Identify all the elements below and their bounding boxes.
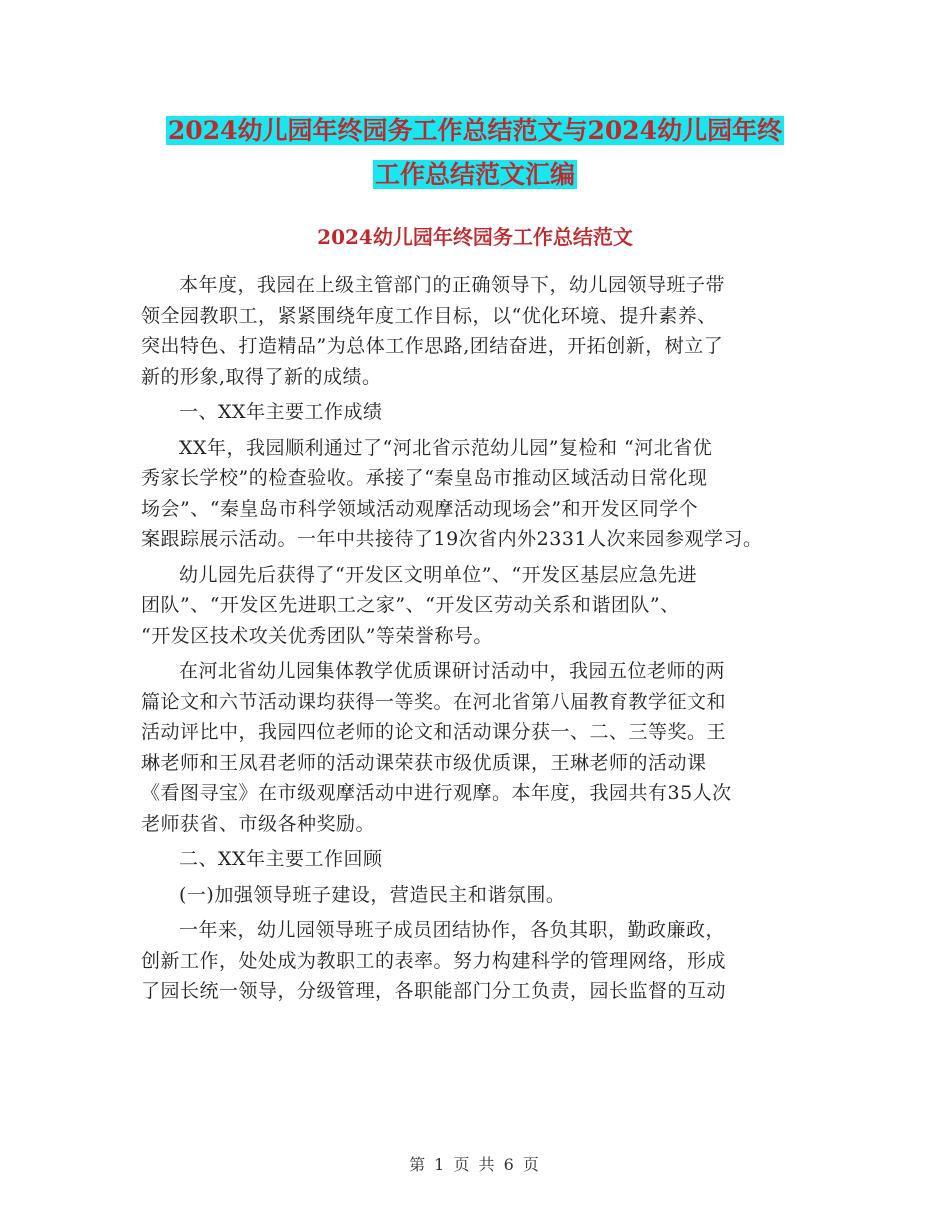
paragraph-line: “开发区技术攻关优秀团队”等荣誉称号。	[141, 624, 493, 647]
paragraph-line: 团队”、“开发区先进职工之家”、“开发区劳动关系和谐团队”、	[141, 594, 680, 616]
paragraph-line: (一)加强领导班子建设，营造民主和谐氛围。	[179, 883, 566, 906]
document-title-line-2: 工作总结范文汇编	[374, 160, 575, 189]
paragraph	[141, 915, 821, 1007]
paragraph-line: 本年度，我园在上级主管部门的正确领导下，幼儿园领导班子带	[179, 274, 726, 296]
paragraph	[141, 433, 821, 555]
paragraph	[141, 560, 821, 652]
paragraph-line: 活动评比中，我园四位老师的论文和活动课分获一、二、三等奖。王	[141, 721, 727, 743]
paragraph	[141, 880, 821, 911]
paragraph	[141, 270, 821, 392]
paragraph-line: 幼儿园先后获得了“开发区文明单位”、“开发区基层应急先进	[179, 563, 698, 586]
paragraph-line: 一、XX年主要工作成绩	[179, 401, 383, 423]
paragraph-line: XX年，我园顺利通过了“河北省示范幼儿园”复检和 “河北省优	[179, 436, 713, 459]
paragraph	[141, 844, 821, 875]
page-footer: 第 1 页 共 6 页	[409, 1155, 541, 1174]
paragraph-line: 秀家长学校”的检查验收。承接了“秦皇岛市推动区域活动日常化现	[141, 467, 708, 489]
paragraph-line: 案跟踪展示活动。一年中共接待了19次省内外2331人次来园参观学习。	[141, 528, 763, 550]
paragraph-line: 《看图寻宝》在市级观摩活动中进行观摩。本年度，我园共有35人次	[141, 782, 732, 804]
paragraph-line: 琳老师和王凤君老师的活动课荣获市级优质课，王琳老师的活动课	[141, 751, 707, 774]
paragraph-line: 场会”、“秦皇岛市科学领域活动观摩活动现场会”和开发区同学个	[141, 497, 699, 520]
paragraph-line: 创新工作，处处成为教职工的表率。努力构建科学的管理网络，形成	[141, 949, 727, 972]
paragraph-line: 篇论文和六节活动课均获得一等奖。在河北省第八届教育教学征文和	[141, 690, 727, 713]
section-subtitle: 2024幼儿园年终园务工作总结范文	[317, 225, 633, 249]
paragraph-line: 领全园教职工，紧紧围绕年度工作目标，以“优化环境、提升素养、	[141, 304, 717, 327]
paragraph-line: 新的形象,取得了新的成绩。	[141, 365, 382, 388]
paragraph-line: 二、XX年主要工作回顾	[179, 848, 383, 870]
paragraph-line: 老师获省、市级各种奖励。	[141, 812, 376, 835]
paragraph-line: 在河北省幼儿园集体教学优质课研讨活动中，我园五位老师的两	[179, 660, 726, 682]
document-body	[141, 270, 821, 1012]
paragraph-line: 一年来，幼儿园领导班子成员团结协作，各负其职，勤政廉政，	[179, 919, 726, 941]
paragraph-line: 突出特色、打造精品”为总体工作思路,团结奋进，开拓创新，树立了	[141, 335, 724, 357]
paragraph-line: 了园长统一领导，分级管理，各职能部门分工负责，园长监督的互动	[141, 980, 727, 1002]
paragraph	[141, 397, 821, 428]
paragraph	[141, 656, 821, 839]
document-title-line-1: 2024幼儿园年终园务工作总结范文与2024幼儿园年终	[167, 116, 783, 145]
